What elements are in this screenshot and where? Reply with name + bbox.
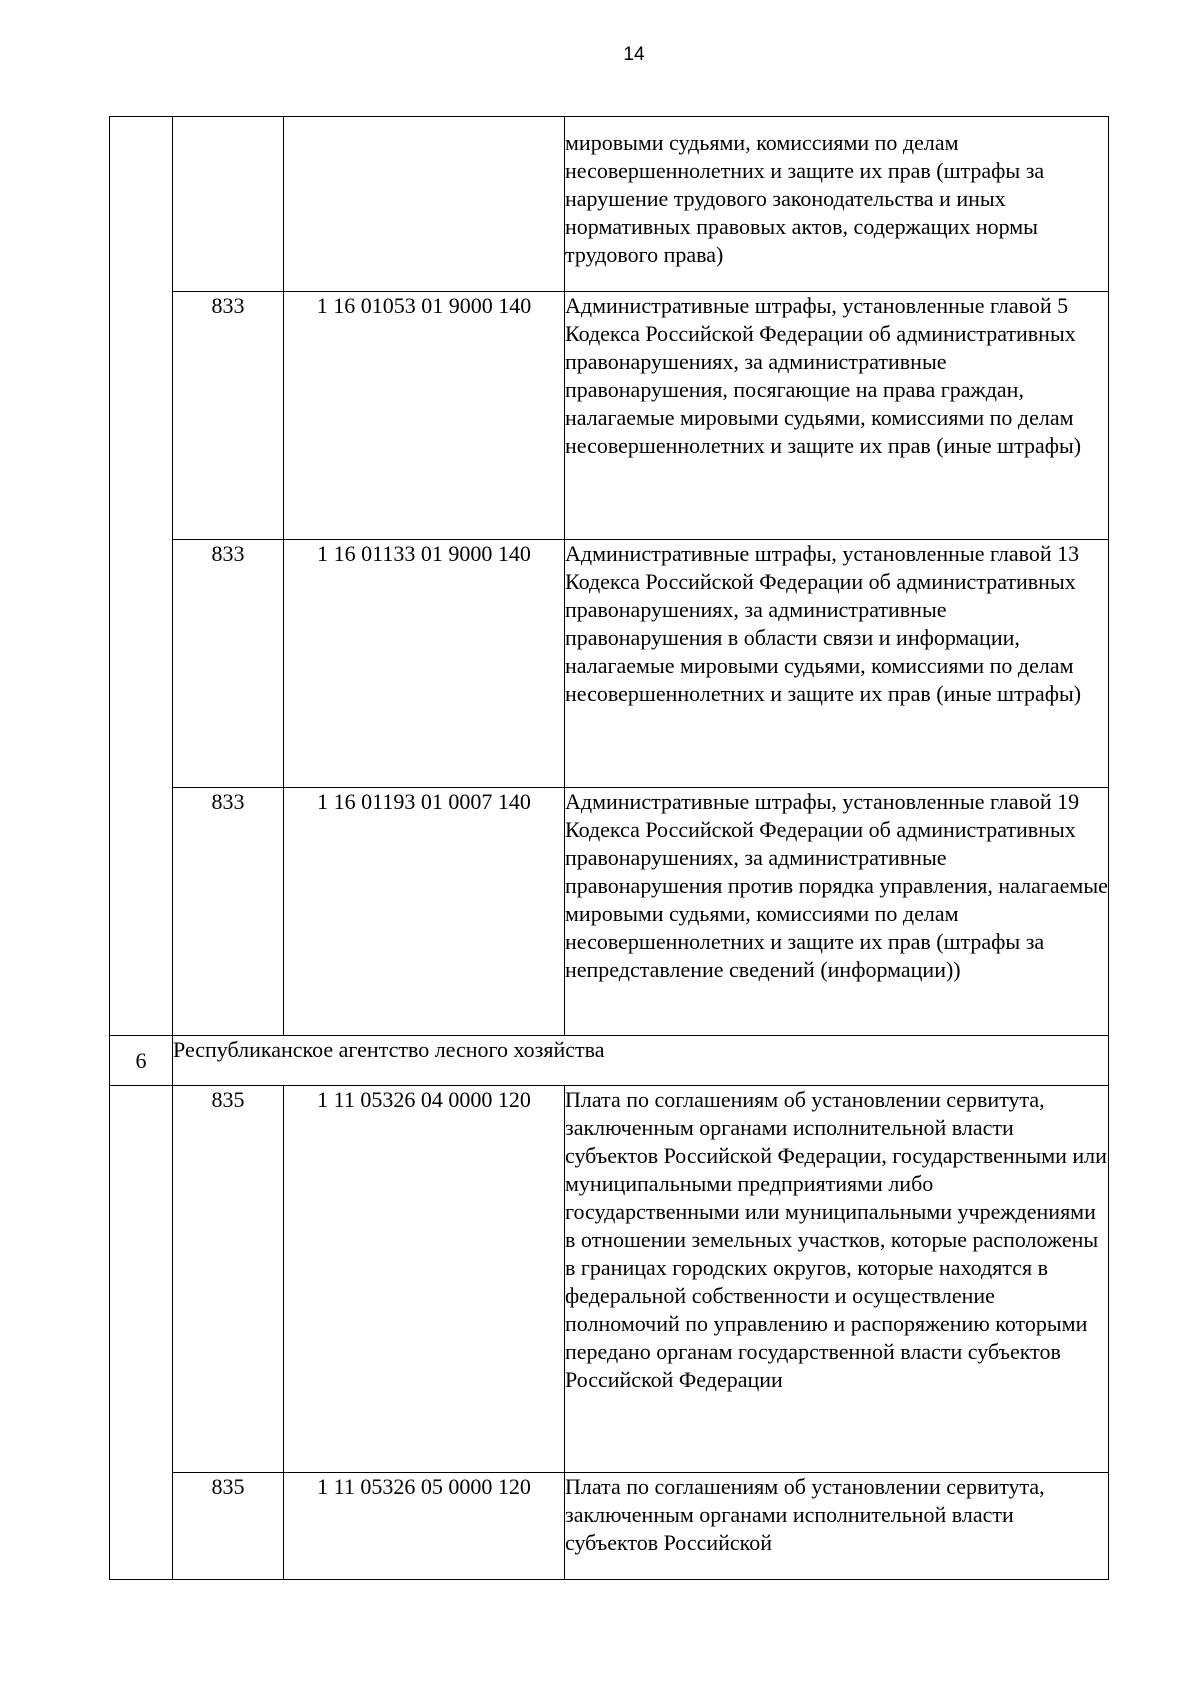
admin-code-cell: 835 [173,1086,284,1473]
page-number: 14 [623,44,645,65]
admin-code-cell: 833 [173,292,284,540]
description-cell: Административные штрафы, установленные главой 13 Кодекса Российской Федерации об административных правонарушениях, за административные правонарушения в области связи и информации, налагаемые мировыми судьями, комиссиями по делам несовершеннолетних и защите их прав (иные штрафы) [565,540,1109,788]
section-number: 6 [110,1036,173,1086]
section-number-cell [110,117,173,1036]
table-row [110,1473,1109,1580]
description-cell: Административные штрафы, установленные главой 5 Кодекса Российской Федерации об административных правонарушениях, за административные правонарушения, посягающие на права граждан, налагаемые мировыми судьями, комиссиями по делам несовершеннолетних и защите их прав (иные штрафы) [565,292,1109,540]
section-header-row [110,1036,1109,1086]
table-row [110,1086,1109,1473]
description-cell: Плата по соглашениям об установлении сервитута, заключенным органами исполнительной власти субъектов Российской [565,1473,1109,1580]
revenue-code-cell: 1 16 01193 01 0007 140 [284,788,565,1036]
description-cell: Административные штрафы, установленные главой 19 Кодекса Российской Федерации об административных правонарушениях, за административные правонарушения против порядка управления, налагаемые мировыми судьями, комиссиями по делам несовершеннолетних и защите их прав (штрафы за непредставление сведений (информации)) [565,788,1109,1036]
revenue-code-cell: 1 16 01053 01 9000 140 [284,292,565,540]
revenue-code-cell: 1 16 01133 01 9000 140 [284,540,565,788]
table-row [110,788,1109,1036]
admin-code-cell [173,117,284,292]
revenue-codes-table [109,116,1109,1580]
table-row [110,540,1109,788]
description-cell: мировыми судьями, комиссиями по делам несовершеннолетних и защите их прав (штрафы за нарушение трудового законодательства и иных нормативных правовых актов, содержащих нормы трудового права) [565,117,1109,292]
admin-code-cell: 833 [173,540,284,788]
table-row [110,117,1109,292]
section-number-cell [110,1086,173,1580]
admin-code-cell: 833 [173,788,284,1036]
table-row [110,292,1109,540]
section-title: Республиканское агентство лесного хозяйства [173,1036,1109,1086]
revenue-code-cell: 1 11 05326 04 0000 120 [284,1086,565,1473]
revenue-code-cell [284,117,565,292]
revenue-code-cell: 1 11 05326 05 0000 120 [284,1473,565,1580]
description-cell: Плата по соглашениям об установлении сервитута, заключенным органами исполнительной власти субъектов Российской Федерации, государственными или муниципальными предприятиями либо государственными или муниципальными учреждениями в отношении земельных участков, которые расположены в границах городских округов, которые находятся в федеральной собственности и осуществление полномочий по управлению и распоряжению которыми передано органам государственной власти субъектов Российской Федерации [565,1086,1109,1473]
admin-code-cell: 835 [173,1473,284,1580]
